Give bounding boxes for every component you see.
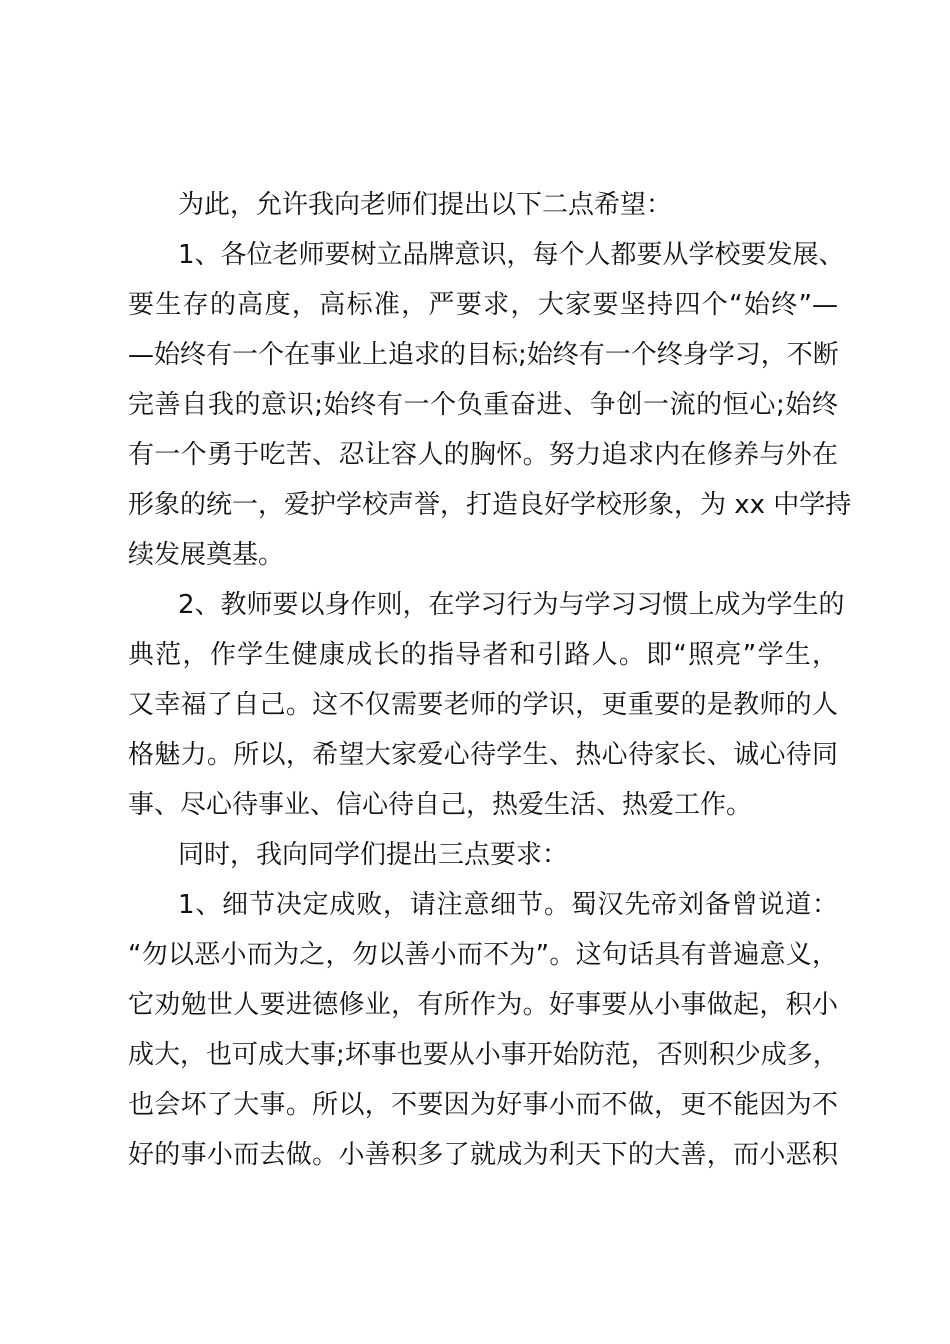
paragraph-student-point-1 bbox=[128, 880, 838, 1180]
text-line: 好的事小而去做。小善积多了就成为利天下的大善，而小恶积 bbox=[128, 1140, 838, 1170]
paragraph-teacher-point-2 bbox=[128, 580, 845, 830]
text-line: 格魅力。所以，希望大家爱心待学生、热心待家长、诚心待同 bbox=[128, 740, 838, 770]
paragraph-teacher-point-1 bbox=[128, 230, 852, 580]
text-line: 1、各位老师要树立品牌意识，每个人都要从学校要发展、 bbox=[178, 240, 845, 270]
text-line: 1、细节决定成败，请注意细节。蜀汉先帝刘备曾说道： bbox=[178, 890, 838, 920]
text-line: 也会坏了大事。所以，不要因为好事小而不做，更不能因为不 bbox=[128, 1090, 838, 1120]
paragraph-intro-students bbox=[128, 830, 838, 880]
text-line: 事、尽心待事业、信心待自己，热爱生活、热爱工作。 bbox=[128, 790, 753, 820]
text-line: “勿以恶小而为之，勿以善小而不为”。这句话具有普遍意义， bbox=[128, 940, 838, 970]
document-body bbox=[128, 180, 852, 1180]
text-line: 又幸福了自己。这不仅需要老师的学识，更重要的是教师的人 bbox=[128, 690, 838, 720]
paragraph-intro-teachers bbox=[128, 180, 838, 230]
text-line: 续发展奠基。 bbox=[128, 540, 285, 570]
text-line: —始终有一个在事业上追求的目标;始终有一个终身学习，不断 bbox=[128, 340, 839, 370]
text-line: 成大，也可成大事;坏事也要从小事开始防范，否则积少成多， bbox=[128, 1040, 839, 1070]
text-line: 同时，我向同学们提出三点要求： bbox=[178, 840, 569, 870]
text-line: 为此，允许我向老师们提出以下二点希望： bbox=[178, 190, 673, 220]
text-line: 形象的统一，爱护学校声誉，打造良好学校形象，为 xx 中学持 bbox=[128, 490, 852, 520]
text-line: 它劝勉世人要进德修业，有所作为。好事要从小事做起，积小 bbox=[128, 990, 838, 1020]
text-line: 完善自我的意识;始终有一个负重奋进、争创一流的恒心;始终 bbox=[128, 390, 838, 420]
text-line: 有一个勇于吃苦、忍让容人的胸怀。努力追求内在修养与外在 bbox=[128, 440, 838, 470]
text-line: 要生存的高度，高标准，严要求，大家要坚持四个“始终”— bbox=[128, 290, 838, 320]
text-line: 2、教师要以身作则，在学习行为与学习习惯上成为学生的 bbox=[178, 590, 845, 620]
text-line: 典范，作学生健康成长的指导者和引路人。即“照亮”学生， bbox=[128, 640, 838, 670]
